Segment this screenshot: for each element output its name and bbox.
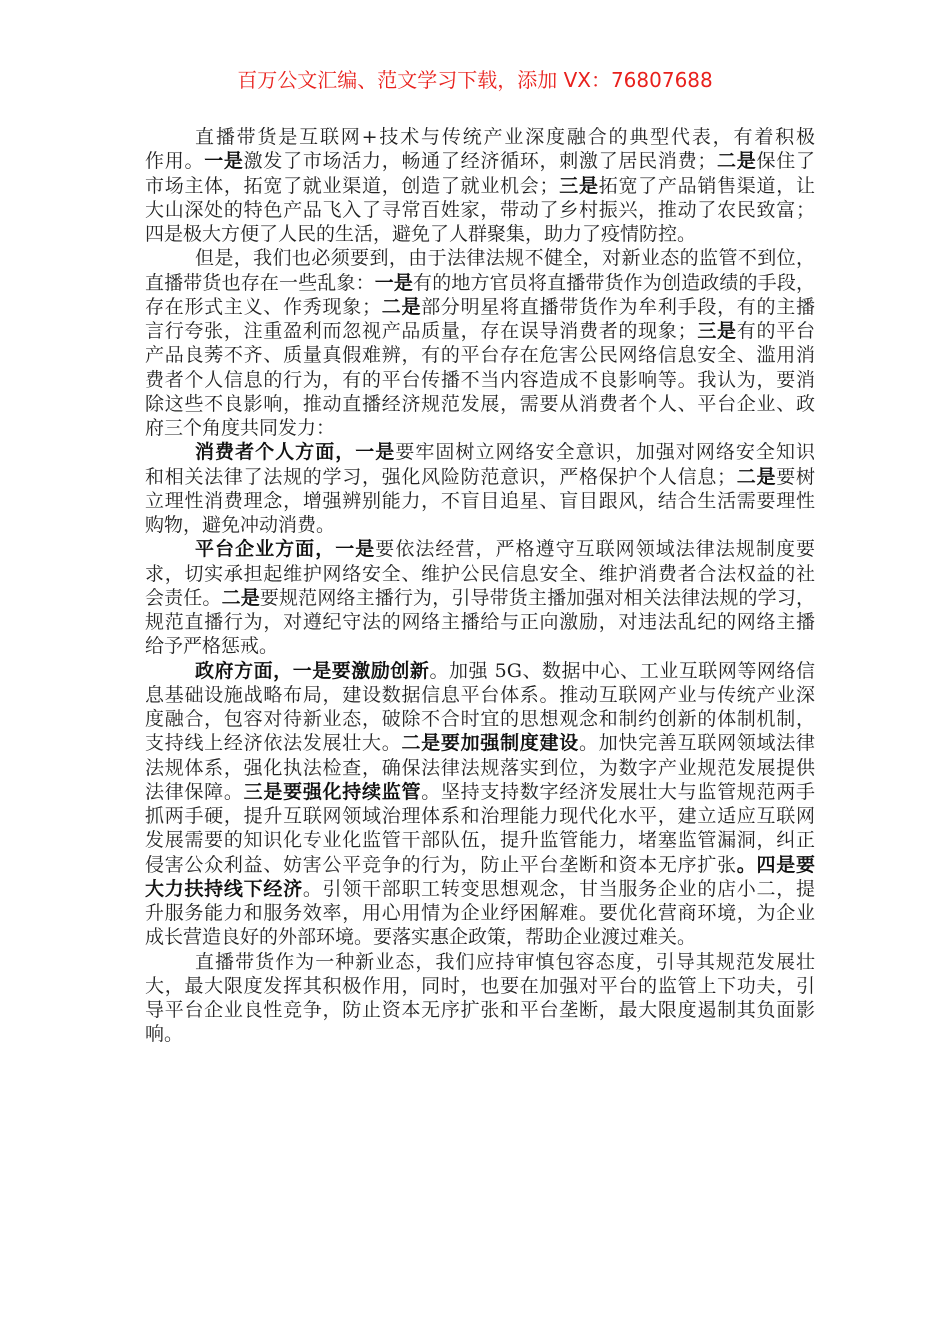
text-line — [145, 950, 815, 974]
text-line — [145, 416, 815, 440]
text-segment: 。加强 5G、数据中心、工业互联网等网络信 — [429, 659, 815, 682]
text-line — [145, 659, 815, 683]
text-line — [145, 731, 815, 755]
text-segment: 抓两手硬，提升互联网领域治理体系和治理能力现代化水平，建立适应互联网 — [145, 805, 815, 827]
text-line — [145, 925, 815, 949]
bold-text: 。四是要 — [736, 853, 815, 876]
text-segment: 作用。 — [145, 150, 205, 173]
bold-text: 大力扶持线下经济 — [145, 877, 303, 900]
bold-text: 二是要加强制度建设 — [401, 732, 579, 755]
text-line — [145, 222, 815, 246]
bold-text: 二是 — [221, 586, 260, 609]
text-segment: 。坚持支持数字经济发展壮大与监管规范两手 — [421, 780, 815, 803]
text-line — [145, 901, 815, 925]
text-segment: 会责任。 — [145, 586, 222, 609]
bold-text: 一是 — [374, 271, 414, 294]
text-line — [145, 271, 815, 295]
text-segment: 有的地方官员将直播带货作为创造政绩的手段， — [413, 271, 815, 294]
bold-text: 二是 — [381, 295, 422, 318]
text-line — [145, 295, 815, 319]
text-segment: 存在形式主义、作秀现象； — [145, 295, 381, 318]
text-segment: 规范直播行为，对遵纪守法的网络主播给与正向激励，对违法乱纪的网络主播 — [145, 611, 815, 633]
text-line — [145, 174, 815, 198]
text-segment: 激发了市场活力，畅通了经济循环，刺激了居民消费； — [243, 150, 717, 173]
text-segment: 四是极大方便了人民的生活，避免了人群聚集，助力了疫情防控。 — [145, 223, 697, 245]
text-segment: 大，最大限度发挥其积极作用，同时，也要在加强对平台的监管上下功夫，引 — [145, 974, 815, 997]
text-segment: 求，切实承担起维护网络安全、维护公民信息安全、维护消费者合法权益的社 — [145, 562, 815, 585]
text-segment: 要依法经营，严格遵守互联网领域法律法规制度要 — [375, 538, 815, 561]
bold-text: 一是 — [204, 150, 244, 173]
text-line — [145, 683, 815, 707]
text-segment: 部分明星将直播带货作为牟利手段，有的主播 — [421, 295, 815, 318]
text-line — [145, 319, 815, 343]
paragraph — [145, 537, 815, 658]
text-segment: 拓宽了产品销售渠道，让 — [598, 174, 815, 197]
text-segment: 直播带货也存在一些乱象： — [145, 271, 375, 294]
text-line — [145, 610, 815, 634]
text-segment: 息基础设施战略布局，建设数据信息平台体系。推动互联网产业与传统产业深 — [145, 683, 815, 706]
text-segment: 市场主体，拓宽了就业渠道，创造了就业机会； — [145, 174, 559, 197]
text-line — [145, 440, 815, 464]
text-segment: 产品良莠不齐、质量真假难辨，有的平台存在危害公民网络信息安全、滥用消 — [145, 344, 815, 367]
bold-text: 平台企业方面，一是 — [195, 538, 376, 561]
text-line — [145, 513, 815, 537]
bold-text: 二是 — [716, 150, 757, 173]
bold-text: 三是要强化持续监管 — [243, 780, 422, 803]
text-line — [145, 877, 815, 901]
text-segment: 响。 — [145, 1023, 184, 1046]
text-line — [145, 125, 815, 149]
paragraph — [145, 125, 815, 246]
bold-text: 政府方面，一是要激励创新 — [195, 659, 430, 682]
bold-text: 三是 — [558, 174, 599, 197]
text-segment: 。加快完善互联网领域法律 — [578, 732, 815, 755]
document-body — [145, 125, 815, 1047]
text-line — [145, 756, 815, 780]
text-segment: 言行夸张，注重盈利而忽视产品质量，存在误导消费者的现象； — [145, 320, 697, 342]
text-segment: 要树 — [776, 465, 815, 488]
text-segment: 府三个角度共同发力： — [145, 417, 336, 439]
text-segment: 升服务能力和服务效率，用心用情为企业纾困解难。要优化营商环境，为企业 — [145, 902, 815, 924]
text-segment: 成长营造良好的外部环境。要落实惠企政策，帮助企业渡过难关。 — [145, 926, 697, 949]
text-segment: 保住了 — [756, 150, 815, 173]
text-line — [145, 392, 815, 416]
text-segment: 法规体系，强化执法检查，确保法律法规落实到位，为数字产业规范发展提供 — [145, 756, 815, 779]
text-line — [145, 465, 815, 489]
text-line — [145, 1022, 815, 1046]
paragraph — [145, 440, 815, 537]
text-line — [145, 537, 815, 561]
text-line — [145, 780, 815, 804]
bold-text: 三是 — [696, 320, 737, 342]
text-segment: 支持线上经济依法发展壮大。 — [145, 732, 402, 755]
text-segment: 立理性消费理念，增强辨别能力，不盲目追星、盲目跟风，结合生活需要理性 — [145, 489, 815, 512]
text-line — [145, 246, 815, 270]
text-line — [145, 804, 815, 828]
text-segment: 但是，我们也必须要到，由于法律法规不健全，对新业态的监管不到位， — [195, 247, 815, 270]
text-segment: 费者个人信息的行为，有的平台传播不当内容造成不良影响等。我认为，要消 — [145, 368, 815, 391]
text-segment: 有的平台 — [736, 320, 815, 342]
text-segment: 大山深处的特色产品飞入了寻常百姓家，带动了乡村振兴，推动了农民致富； — [145, 198, 815, 221]
text-segment: 直播带货作为一种新业态，我们应持审慎包容态度，引导其规范发展壮 — [195, 950, 815, 973]
text-line — [145, 489, 815, 513]
text-line — [145, 974, 815, 998]
text-line — [145, 343, 815, 367]
text-segment: 。引领干部职工转变思想观念，甘当服务企业的店小二，提 — [302, 877, 815, 900]
text-line — [145, 562, 815, 586]
text-segment: 要规范网络主播行为，引导带货主播加强对相关法律法规的学习， — [259, 586, 815, 609]
text-segment: 直播带货是互联网+技术与传统产业深度融合的典型代表，有着积极 — [195, 126, 815, 148]
text-segment: 度融合，包容对待新业态，破除不合时宜的思想观念和制约创新的体制机制， — [145, 708, 815, 730]
watermark-header: 百万公文汇编、范文学习下载，添加 VX：76807688 — [237, 68, 713, 92]
text-segment: 导平台企业良性竞争，防止资本无序扩张和平台垄断，最大限度遏制其负面影 — [145, 999, 815, 1021]
text-segment: 给予严格惩戒。 — [145, 635, 279, 658]
text-line — [145, 368, 815, 392]
text-line — [145, 828, 815, 852]
paragraph — [145, 246, 815, 440]
text-line — [145, 586, 815, 610]
text-line — [145, 634, 815, 658]
text-segment: 和相关法律了法规的学习，强化风险防范意识，严格保护个人信息； — [145, 465, 737, 488]
text-line — [145, 707, 815, 731]
text-line — [145, 198, 815, 222]
text-line — [145, 853, 815, 877]
text-segment: 要牢固树立网络安全意识，加强对网络安全知识 — [395, 441, 815, 464]
paragraph — [145, 950, 815, 1047]
text-segment: 侵害公众利益、妨害公平竞争的行为，防止平台垄断和资本无序扩张 — [145, 853, 737, 876]
text-line — [145, 149, 815, 173]
text-segment: 除这些不良影响，推动直播经济规范发展，需要从消费者个人、平台企业、政 — [145, 392, 815, 415]
text-segment: 购物，避免冲动消费。 — [145, 514, 336, 536]
paragraph — [145, 659, 815, 950]
text-segment: 法律保障。 — [145, 780, 244, 803]
bold-text: 二是 — [736, 465, 777, 488]
text-segment: 发展需要的知识化专业化监管干部队伍，提升监管能力，堵塞监管漏洞，纠正 — [145, 829, 815, 852]
text-line — [145, 998, 815, 1022]
bold-text: 消费者个人方面，一是 — [195, 441, 396, 464]
